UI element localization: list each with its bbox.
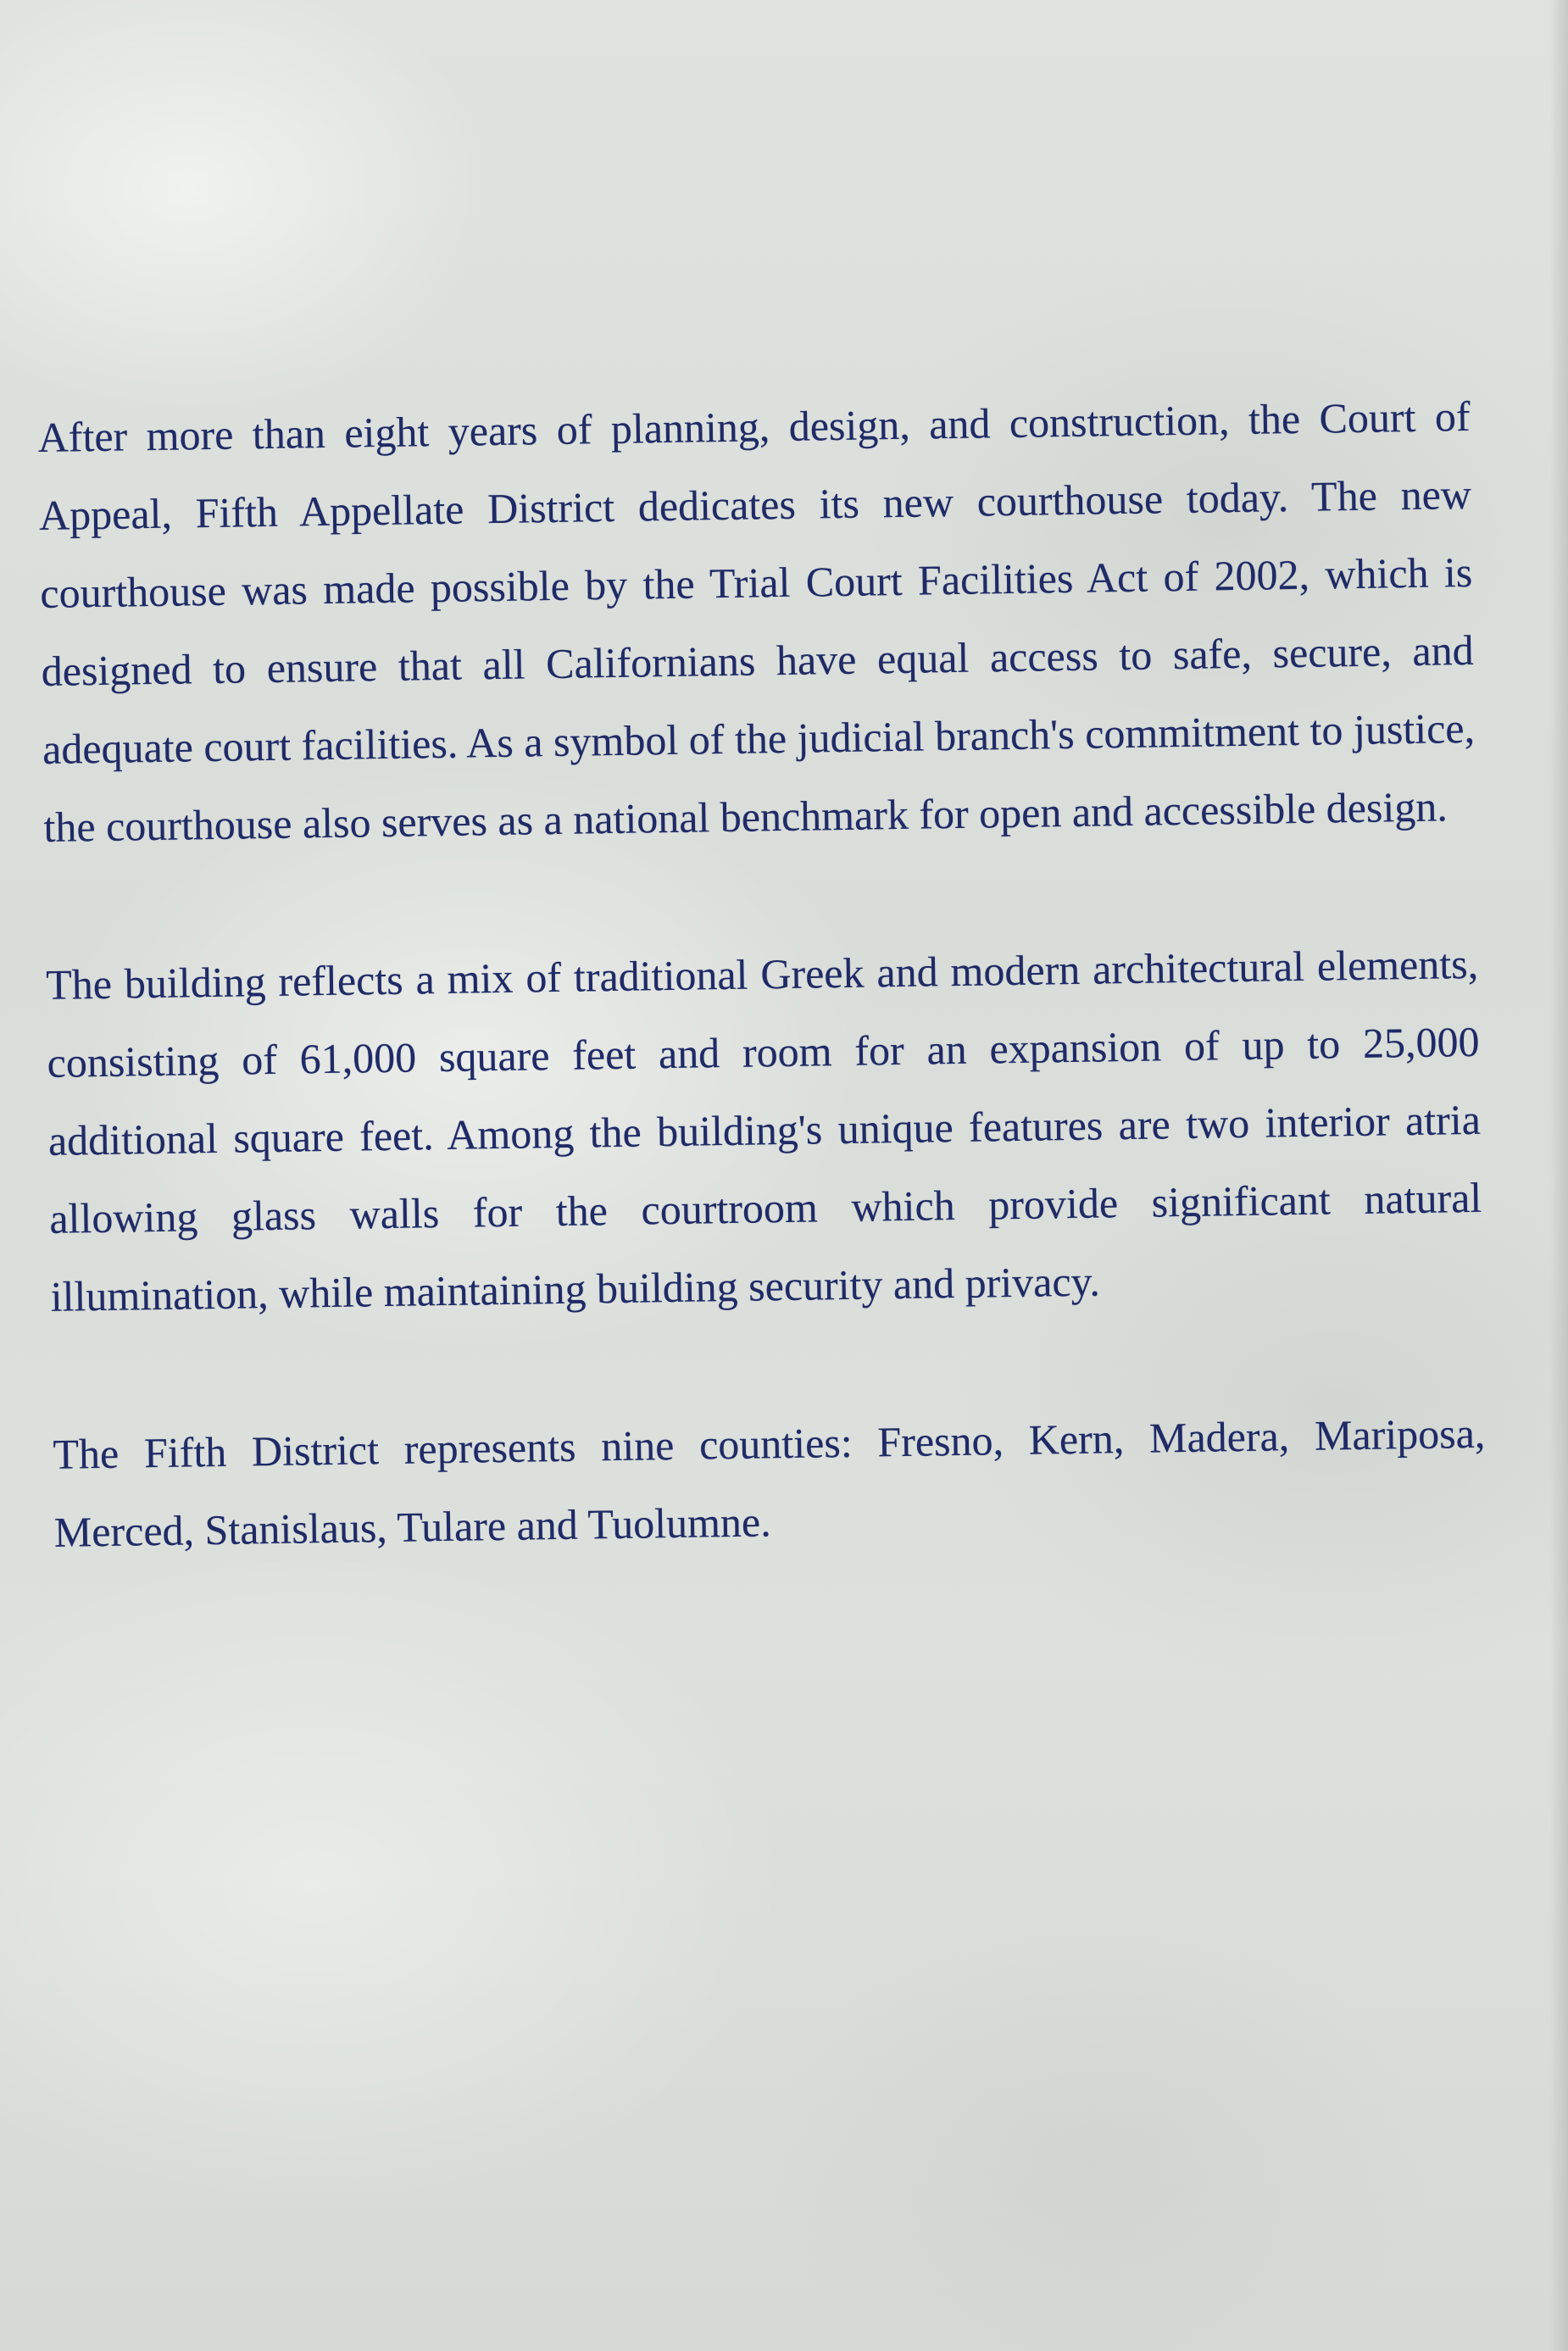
paragraph-dedication: After more than eight years of planning, design, and construction, the Court of Appeal, Fifth Appellate District dedicates its new courthouse today. The new courthouse was made possible by the Trial Court Facilities Act of 2002, which is designed to ensure that all Californians have equal access to safe, secure, and adequate court facilities. As a symbol of the judicial branch's commitment to justice, the courthouse also serves as a national benchmark for open and accessible design. <box>37 392 1476 851</box>
paragraph-building: The building reflects a mix of traditional Greek and modern architectural elements, consisting of 61,000 square feet and room for an expansion of up to 25,000 additional square feet. Among the building's unique features are two interior atria allowing glass walls for the courtroom which provide significant natural illumination, while maintaining building security and privacy. <box>45 939 1482 1320</box>
paragraph-counties: The Fifth District represents nine counties: Fresno, Kern, Madera, Mariposa, Merced, Stanislaus, Tulare and Tuolumne. <box>53 1409 1486 1556</box>
plaque-text-block <box>37 377 1487 1571</box>
paper-edge <box>1549 0 1568 2351</box>
